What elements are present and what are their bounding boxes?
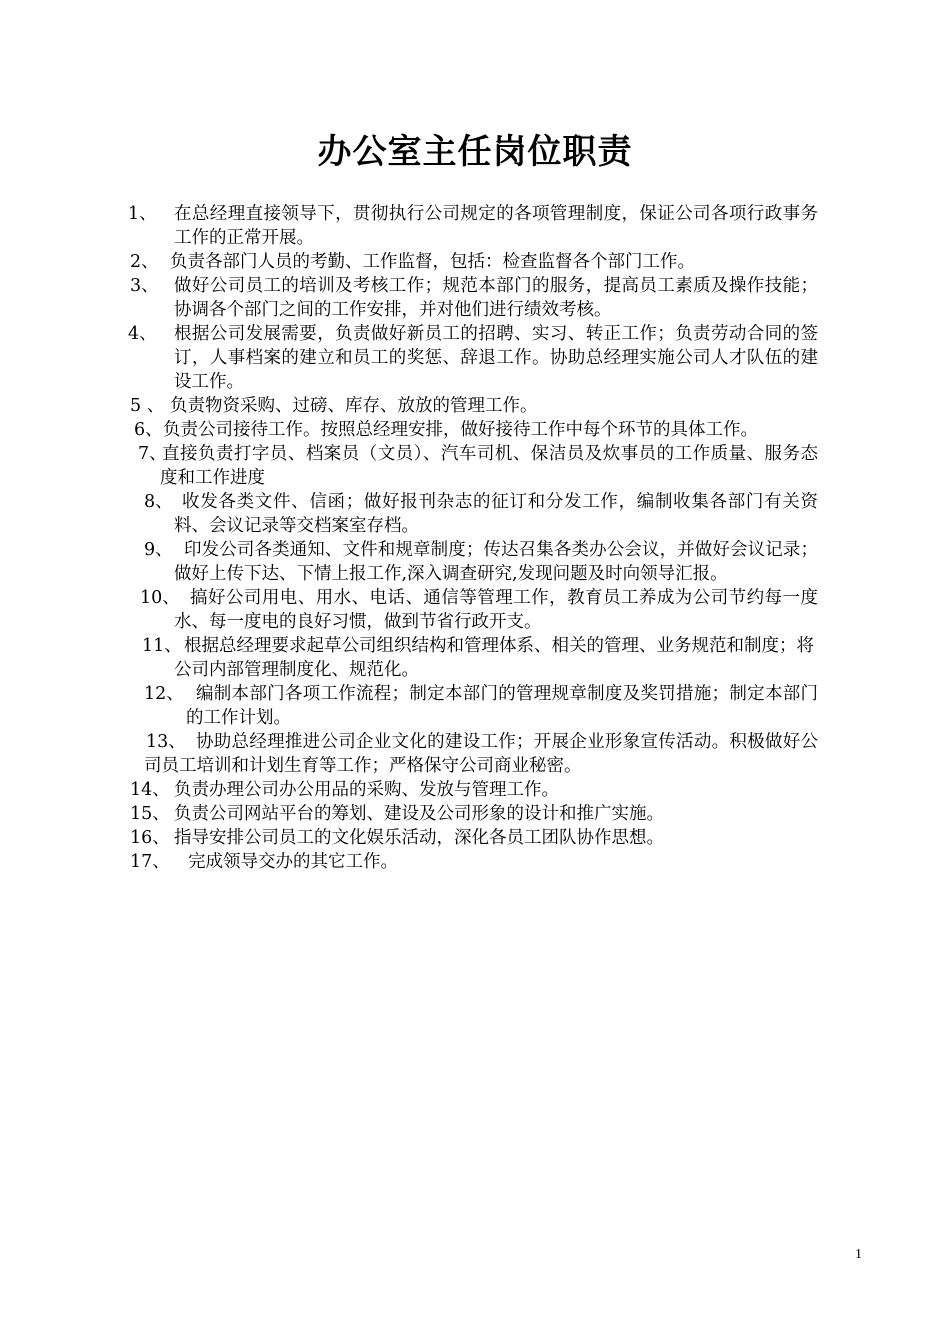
duty-item-1 [0,202,950,250]
duty-item-14 [0,778,950,802]
item-text: 完成领导交办的其它工作。 [188,852,398,872]
item-number: 9、 [144,540,173,560]
item-number: 10、 [140,588,180,608]
item-number: 7、 [138,444,167,464]
item-number: 14、 [130,780,170,800]
item-number: 2、 [130,252,159,272]
item-number: 11、 [142,636,182,656]
duty-item-10 [0,586,950,634]
item-text: 在总经理直接领导下，贯彻执行公司规定的各项管理制度，保证公司各项行政事务工作的正常开展。 [174,204,818,248]
duty-item-15 [0,802,950,826]
duty-item-3 [0,274,950,322]
item-number: 12、 [144,684,184,704]
document-title: 办公室主任岗位职责 [317,132,633,172]
item-text: 指导安排公司员工的文化娱乐活动，深化各员工团队协作思想。 [174,828,664,848]
item-number: 13、 [146,732,186,752]
item-text: 负责各部门人员的考勤、工作监督，包括：检查监督各个部门工作。 [170,252,695,272]
item-text: 直接负责打字员、档案员（文员）、汽车司机、保洁员及炊事员的工作质量、服务态度和工作进度 [160,444,818,488]
item-text: 根据公司发展需要，负责做好新员工的招聘、实习、转正工作；负责劳动合同的签订，人事档案的建立和员工的奖惩、辞退工作。协助总经理实施公司人才队伍的建设工作。 [174,324,818,392]
duty-item-17 [0,850,950,874]
item-number: 16、 [130,828,170,848]
duty-item-12 [0,682,950,730]
item-number: 1、 [128,204,157,224]
duty-item-16 [0,826,950,850]
item-number: 5 、 [130,396,165,416]
item-text: 编制本部门各项工作流程；制定本部门的管理规章制度及奖罚措施；制定本部门的工作计划。 [186,684,818,728]
duty-item-6 [0,418,950,442]
item-text: 负责公司接待工作。按照总经理安排，做好接待工作中每个环节的具体工作。 [163,420,758,440]
item-text: 协助总经理推进公司企业文化的建设工作；开展企业形象宣传活动。积极做好公司员工培训和计划生育等工作；严格保守公司商业秘密。 [144,732,818,776]
duty-item-9 [0,538,950,586]
duty-item-5 [0,394,950,418]
item-text: 负责公司网站平台的筹划、建设及公司形象的设计和推广实施。 [174,804,664,824]
duty-item-11 [0,634,950,682]
item-text: 负责办理公司办公用品的采购、发放与管理工作。 [174,780,559,800]
duty-item-4 [0,322,950,394]
item-text: 印发公司各类通知、文件和规章制度；传达召集各类办公会议，并做好会议记录；做好上传下达、下情上报工作,深入调查研究,发现问题及时向领导汇报。 [174,540,818,584]
duty-item-7 [0,442,950,490]
item-number: 3、 [130,276,159,296]
item-text: 收发各类文件、信函；做好报刊杂志的征订和分发工作，编制收集各部门有关资料、会议记录等交档案室存档。 [174,492,818,536]
item-number: 8、 [144,492,173,512]
item-number: 4、 [128,324,157,344]
duty-item-2 [0,250,950,274]
item-number: 6、 [134,420,163,440]
duty-item-13 [0,730,950,778]
duty-list [0,202,950,874]
item-number: 15、 [130,804,170,824]
item-number: 17、 [130,852,170,872]
item-text: 负责物资采购、过磅、库存、放放的管理工作。 [170,396,538,416]
item-text: 根据总经理要求起草公司组织结构和管理体系、相关的管理、业务规范和制度；将公司内部管理制度化、规范化。 [174,636,814,680]
duty-item-8 [0,490,950,538]
page-number: 1 [855,1247,862,1262]
item-text: 搞好公司用电、用水、电话、通信等管理工作，教育员工养成为公司节约每一度水、每一度电的良好习惯，做到节省行政开支。 [174,588,818,632]
item-text: 做好公司员工的培训及考核工作；规范本部门的服务，提高员工素质及操作技能；协调各个部门之间的工作安排，并对他们进行绩效考核。 [174,276,818,320]
